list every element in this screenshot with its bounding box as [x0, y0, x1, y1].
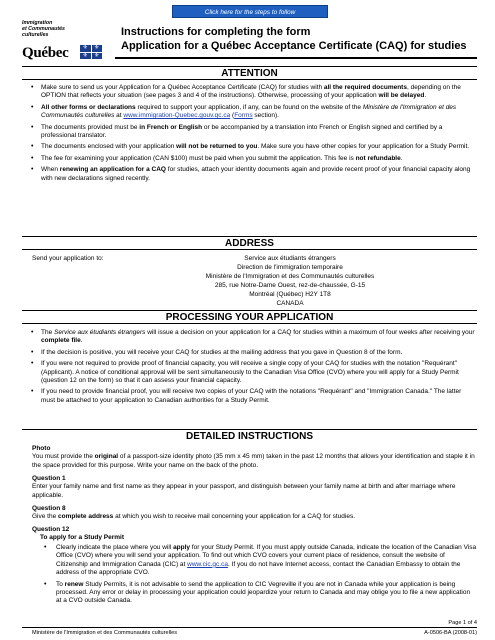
fleur-icon: ⚜: [92, 53, 103, 60]
attention-heading: ATTENTION: [22, 66, 477, 80]
address-line: CANADA: [276, 299, 304, 307]
address-line: Montréal (Québec) H2Y 1T8: [249, 290, 331, 298]
list-item: • Clearly indicate the place where you will apply for your Study Permit. If you must apply outside Canada, indicate the location of the Canadian Visa Office (CVO) where you will send your application. To find out which CVO covers your current place of residence, consult the website of Citizenship and Immigration Canada (CIC) at www.cic.gc.ca. If you do not have Internet access, contact the Canadian Embassy to obtain the address of the appropriate CVO.: [40, 544, 477, 578]
list-item: • The documents enclosed with your application will not be returned to you. Make sure you have other copies for your application for a Study Permit.: [22, 143, 477, 151]
page-number: Page 1 of 4: [448, 620, 477, 626]
logo-line-3: culturelles: [22, 32, 49, 38]
list-item: • Make sure to send us your Application for a Québec Acceptance Certificate (CAQ) for studies with all the required documents, depending on the OPTION that reflects your situation (see pages 3 and 4 of the instructions). Otherwise, processing of your application will be delayed.: [22, 84, 477, 101]
question-12-list: [40, 544, 477, 609]
question-8-section: [32, 505, 477, 522]
list-item: • The Service aux étudiants étrangers will issue a decision on your application for a CAQ for studies within a maximum of four weeks after receiving your complete file.: [22, 329, 477, 346]
list-item: • When renewing an application for a CAQ for studies, attach your identity documents again and provide recent proof of your financial capacity along with new declarations signed recently.: [22, 166, 477, 183]
address-line: Direction de l'immigration temporaire: [237, 263, 343, 271]
title-line-2: Application for a Québec Acceptance Certificate (CAQ) for studies: [121, 39, 467, 52]
address-line: Ministère de l'Immigration et des Communautés culturelles: [205, 272, 375, 280]
logo-brand: Québec: [22, 45, 69, 61]
list-item: • If the decision is positive, you will receive your CAQ for studies at the mailing address that you gave in Question 8 of the form.: [22, 349, 477, 357]
question-12-heading: Question 12: [32, 526, 70, 533]
question-1-heading: Question 1: [32, 475, 66, 482]
processing-list: [22, 329, 477, 408]
fleur-de-lis-flag-icon: [80, 45, 102, 59]
address-heading: ADDRESS: [22, 236, 477, 250]
list-item: • The documents provided must be in French or English or be accompanied by a translation into French or English signed and certified by a professional translator.: [22, 124, 477, 141]
photo-text: You must provide the original of a passport-size identity photo (35 mm x 45 mm) taken in the past 12 months that allows your identification and staple it in the space provided for this purpose. Write your name on the back of the photo.: [32, 453, 475, 469]
photo-section: [32, 445, 477, 470]
address-label: Send your application to:: [32, 255, 104, 262]
question-1-text: Enter your family name and first name as they appear in your passport, and distinguish between your family name at birth and after marriage where applicable.: [32, 483, 456, 499]
footer-ministry: Ministère de l'Immigration et des Communautés culturelles: [32, 630, 178, 636]
immigration-quebec-link[interactable]: www.immigration-Quebec.gouv.qc.ca: [123, 112, 231, 120]
logo-line-1: Immigration: [22, 20, 53, 26]
question-8-heading: Question 8: [32, 505, 66, 512]
steps-link-button[interactable]: Click here for the steps to follow: [172, 5, 328, 18]
form-code: A-0506-BA (2008-01): [424, 630, 477, 636]
forms-link[interactable]: Forms: [234, 112, 253, 120]
fleur-icon: ⚜: [92, 45, 103, 52]
cic-link[interactable]: www.cic.gc.ca: [187, 560, 228, 568]
fleur-icon: ⚜: [80, 53, 91, 60]
question-12-subheading: To apply for a Study Permit: [40, 534, 125, 542]
list-item: • To renew Study Permits, it is not advisable to send the application to CIC Vegreville if you are not in Canada while your application is being processed. Any error or delay in processing your application could jeopardize your return to Canada and may oblige you to file a new application at a CVO outside Canada.: [40, 581, 477, 606]
mailing-address: [140, 255, 440, 308]
quebec-logo: [22, 20, 104, 68]
footer-divider: [22, 627, 477, 628]
logo-line-2: et Communautés: [22, 26, 65, 32]
address-line: 285, rue Notre-Dame Ouest, rez-de-chaussée, G-15: [214, 281, 366, 289]
question-12-section: [32, 526, 477, 543]
title-divider: [115, 57, 477, 59]
photo-heading: Photo: [32, 445, 51, 452]
address-line: Service aux étudiants étrangers: [244, 255, 336, 262]
attention-list: [22, 84, 477, 186]
list-item: • If you need to provide financial proof, you will receive two copies of your CAQ with the notations "Requérant" and "Immigration Canada." The latter must be attached to your application to Canadian authorities for a Study Permit.: [22, 388, 477, 405]
page-title: [121, 26, 467, 53]
list-item: • If you were not required to provide proof of financial capacity, you will receive a single copy of your CAQ for studies with the notation "Requérant" (Applicant). A notice of conditional approval will be sent simultaneously to the Canadian Visa Office (CVO) where you will apply for a Study Permit (question 12 on the form) so that it can assess your financial capacity.: [22, 360, 477, 385]
list-item: • The fee for examining your application (CAN $100) must be paid when you submit the application. This fee is not refundable.: [22, 155, 477, 163]
fleur-icon: ⚜: [80, 45, 91, 52]
question-1-section: [32, 475, 477, 500]
title-line-1: Instructions for completing the form: [121, 26, 311, 38]
question-8-text: Give the complete address at which you wish to receive mail concerning your application for a CAQ for studies.: [32, 513, 355, 521]
processing-heading: PROCESSING YOUR APPLICATION: [22, 310, 477, 324]
list-item: • All other forms or declarations required to support your application, if any, can be found on the website of the Ministère de l'Immigration et des Communautés culturelles at www.immigration-Quebec.gouv.qc.ca (Forms section).: [22, 104, 477, 121]
detailed-heading: DETAILED INSTRUCTIONS: [22, 429, 477, 443]
